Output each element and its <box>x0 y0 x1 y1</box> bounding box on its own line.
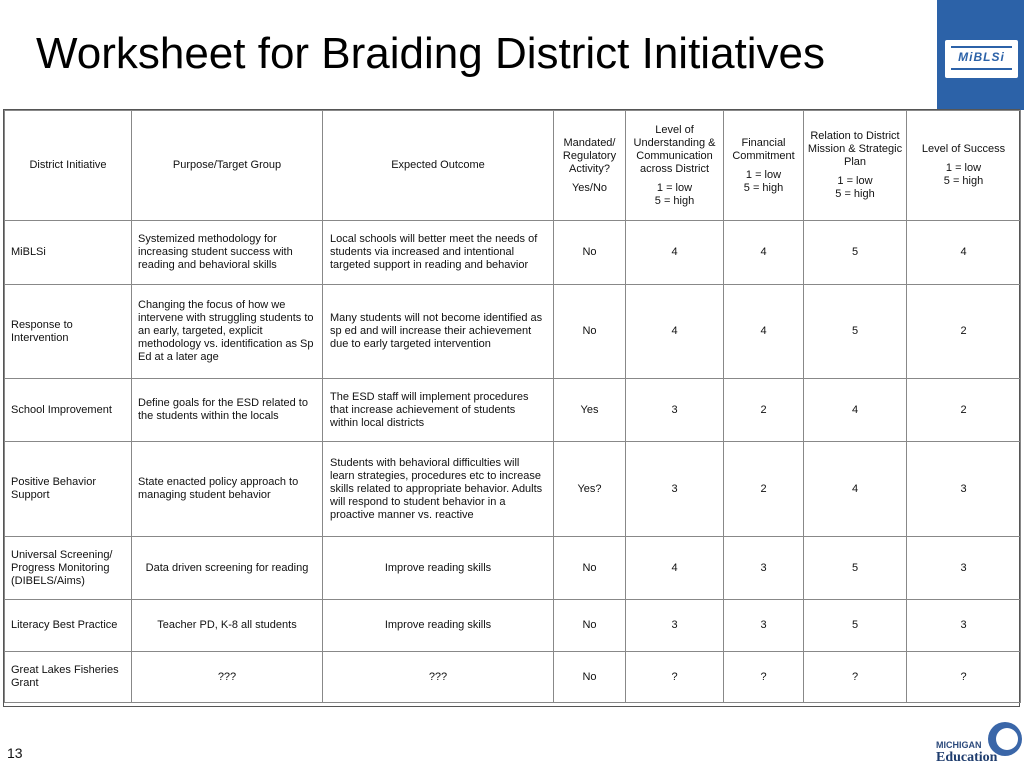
header-financial-label: Financial Commitment <box>732 136 795 162</box>
cell-mandated: No <box>554 652 626 703</box>
cell-financial: 3 <box>724 600 804 652</box>
cell-outcome: The ESD staff will implement procedures that increase achievement of students within local districts <box>323 379 554 442</box>
cell-understanding: 4 <box>626 285 724 379</box>
worksheet-table-frame <box>3 109 1020 707</box>
cell-purpose: Changing the focus of how we intervene with struggling students to an early, targeted, explicit methodology vs. identification as Sp Ed at a later age <box>132 285 323 379</box>
header-understanding-high: 5 = high <box>654 194 695 207</box>
cell-purpose: Define goals for the ESD related to the students within the locals <box>132 379 323 442</box>
cell-relation: ? <box>804 652 907 703</box>
cell-understanding: ? <box>626 652 724 703</box>
cell-financial: 4 <box>724 221 804 285</box>
header-financial <box>724 111 804 221</box>
cell-mandated: No <box>554 221 626 285</box>
header-understanding-low: 1 = low <box>656 181 693 194</box>
header-relation <box>804 111 907 221</box>
header-financial-low: 1 = low <box>745 168 782 181</box>
cell-purpose: Teacher PD, K-8 all students <box>132 600 323 652</box>
cell-relation: 4 <box>804 379 907 442</box>
mde-logo-small-text: MICHIGAN <box>936 740 982 750</box>
cell-outcome: Many students will not become identified as sp ed and will increase their achievement due to early targeted intervention <box>323 285 554 379</box>
cell-success: 2 <box>907 285 1021 379</box>
header-success-high: 5 = high <box>943 175 984 187</box>
cell-purpose: Data driven screening for reading <box>132 537 323 600</box>
cell-purpose: State enacted policy approach to managing student behavior <box>132 442 323 537</box>
table-header-row <box>5 111 1021 221</box>
cell-success: 4 <box>907 221 1021 285</box>
cell-relation: 5 <box>804 221 907 285</box>
cell-initiative: MiBLSi <box>5 221 132 285</box>
table-row <box>5 652 1021 703</box>
cell-success: 2 <box>907 379 1021 442</box>
cell-outcome: Students with behavioral difficulties will learn strategies, procedures etc to increase skills related to appropriate behavior. Adults will respond to student behavior in a proactive manner vs. reactive <box>323 442 554 537</box>
cell-mandated: No <box>554 600 626 652</box>
header-relation-high: 5 = high <box>835 188 875 200</box>
cell-initiative: Positive Behavior Support <box>5 442 132 537</box>
cell-mandated: Yes <box>554 379 626 442</box>
cell-understanding: 4 <box>626 221 724 285</box>
logo-line-bottom <box>951 68 1012 70</box>
header-understanding <box>626 111 724 221</box>
worksheet-table <box>4 110 1021 703</box>
table-row <box>5 379 1021 442</box>
table-row <box>5 600 1021 652</box>
cell-outcome: ??? <box>323 652 554 703</box>
cell-relation: 5 <box>804 285 907 379</box>
cell-purpose: Systemized methodology for increasing student success with reading and behavioral skills <box>132 221 323 285</box>
cell-initiative: School Improvement <box>5 379 132 442</box>
header-success-low: 1 = low <box>945 162 982 174</box>
globe-icon-inner <box>996 728 1018 750</box>
miblsi-logo-badge <box>945 40 1018 78</box>
cell-initiative: Universal Screening/ Progress Monitoring (DIBELS/Aims) <box>5 537 132 600</box>
cell-mandated: No <box>554 285 626 379</box>
cell-financial: ? <box>724 652 804 703</box>
cell-initiative: Literacy Best Practice <box>5 600 132 652</box>
table-row <box>5 537 1021 600</box>
cell-understanding: 3 <box>626 379 724 442</box>
cell-financial: 4 <box>724 285 804 379</box>
mde-logo-big-text: Education <box>936 750 998 765</box>
logo-line-top <box>951 46 1012 48</box>
michigan-education-logo <box>934 722 1024 768</box>
cell-success: 3 <box>907 537 1021 600</box>
cell-success: 3 <box>907 600 1021 652</box>
cell-initiative: Great Lakes Fisheries Grant <box>5 652 132 703</box>
header-district-initiative: District Initiative <box>5 111 132 221</box>
cell-purpose: ??? <box>132 652 323 703</box>
cell-relation: 4 <box>804 442 907 537</box>
slide-title: Worksheet for Braiding District Initiatives <box>36 29 826 78</box>
cell-success: ? <box>907 652 1021 703</box>
cell-relation: 5 <box>804 600 907 652</box>
table-row <box>5 442 1021 537</box>
cell-success: 3 <box>907 442 1021 537</box>
header-financial-high: 5 = high <box>743 181 784 194</box>
header-relation-low: 1 = low <box>837 175 873 187</box>
cell-relation: 5 <box>804 537 907 600</box>
cell-financial: 3 <box>724 537 804 600</box>
cell-understanding: 4 <box>626 537 724 600</box>
slide-page-number: 13 <box>7 745 23 761</box>
cell-outcome: Local schools will better meet the needs of students via increased and intentional targeted support in reading and behavior <box>323 221 554 285</box>
header-expected-outcome: Expected Outcome <box>323 111 554 221</box>
header-mandated-label: Mandated/ Regulatory Activity? <box>562 136 617 175</box>
cell-mandated: No <box>554 537 626 600</box>
header-understanding-label: Level of Understanding & Communication across District <box>633 123 716 175</box>
header-relation-label: Relation to District Mission & Strategic Plan <box>807 130 903 168</box>
cell-financial: 2 <box>724 442 804 537</box>
header-success-label: Level of Success <box>921 143 1006 155</box>
table-row <box>5 221 1021 285</box>
header-mandated <box>554 111 626 221</box>
miblsi-logo-text: MiBLSi <box>958 50 1005 64</box>
cell-mandated: Yes? <box>554 442 626 537</box>
table-row <box>5 285 1021 379</box>
cell-initiative: Response to Intervention <box>5 285 132 379</box>
miblsi-logo <box>937 0 1024 110</box>
cell-understanding: 3 <box>626 442 724 537</box>
cell-outcome: Improve reading skills <box>323 537 554 600</box>
cell-outcome: Improve reading skills <box>323 600 554 652</box>
cell-financial: 2 <box>724 379 804 442</box>
header-mandated-scale: Yes/No <box>571 181 608 194</box>
header-success <box>907 111 1021 221</box>
header-purpose: Purpose/Target Group <box>132 111 323 221</box>
cell-understanding: 3 <box>626 600 724 652</box>
